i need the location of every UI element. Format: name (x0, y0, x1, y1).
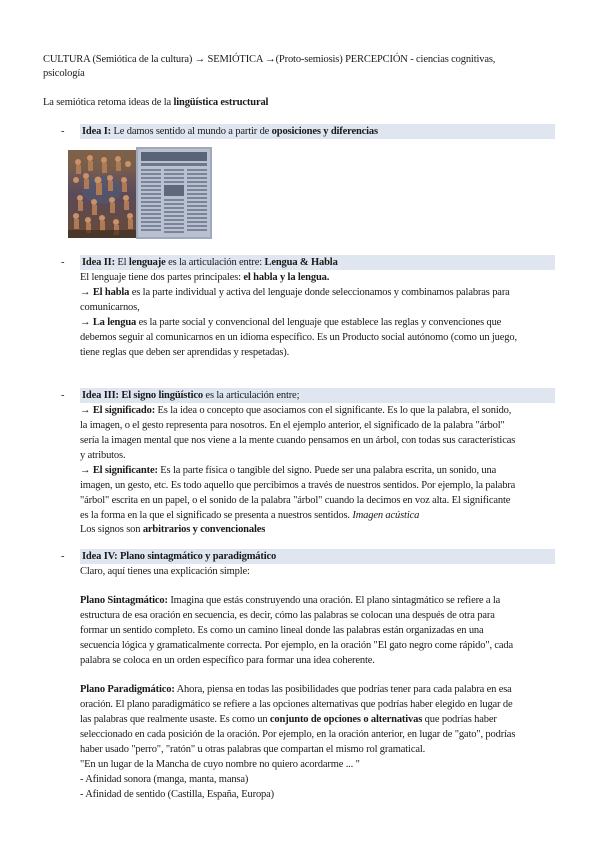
significado-definition-cont: la imagen, o el gesto representa para nosotros. En el ejemplo anterior, el significado de la palabra "árbol" (80, 420, 505, 431)
newspaper-page-image (136, 147, 212, 239)
intro-paragraph: La semiótica retoma ideas de la lingüística estructural (43, 97, 269, 108)
significado-definition-cont: sería la imagen mental que nos viene a la mente cuando pensamos en un árbol, con todas sus características (80, 435, 516, 446)
lengua-definition-cont: debemos seguir al comunicarnos en un idioma específico. Es un Producto social autónomo (como un juego, (80, 332, 517, 343)
idea-2-summary: El lenguaje tiene dos partes principales: el habla y la lengua. (80, 272, 330, 283)
idea-1-images (68, 147, 212, 239)
significante-definition: → El significante: Es la parte física o tangible del signo. Puede ser una palabra escrita, un sonido, una (80, 465, 497, 476)
significado-definition-cont: y atributos. (80, 450, 126, 461)
significante-definition-cont: "árbol" escrita en un papel, o el sonido de la palabra "árbol" cuando la decimos en voz alta. El significante (80, 495, 511, 506)
paradigmatico-paragraph-cont: las palabras que realmente usaste. Es como un conjunto de opciones o alternativas que podrías haber (80, 714, 497, 725)
quijote-quote: "En un lugar de la Mancha de cuyo nombre no quiero acordarme ... " (80, 759, 360, 770)
intro-bold: lingüística estructural (173, 97, 269, 108)
habla-definition: → El habla es la parte individual y activa del lenguaje donde seleccionamos y combinamos palabras para (80, 287, 510, 298)
afinidad-sonora: - Afinidad sonora (manga, manta, mansa) (80, 774, 249, 785)
imagen-acustica-italic: Imagen acústica (352, 510, 420, 521)
bullet-dash: - (61, 551, 65, 562)
paradigmatico-paragraph-cont: seleccionado en cada posición de la oración. Por ejemplo, en la oración anterior, en lugar de "gato", podrías (80, 729, 516, 740)
sintagmatico-paragraph-cont: formar un sentido completo. Es como un camino lineal donde las palabras están organizadas en una (80, 625, 484, 636)
idea-2-highlight: Idea II: El lenguaje es la articulación entre: Lengua & Habla (80, 255, 555, 270)
lengua-definition-cont: tiene reglas que deben ser aprendidas y respetadas). (80, 347, 290, 358)
habla-definition-cont: comunicarnos, (80, 302, 140, 313)
bullet-dash: - (61, 257, 65, 268)
bullet-dash: - (61, 126, 65, 137)
idea-3-highlight: Idea III: El signo lingüístico es la articulación entre; (80, 388, 555, 403)
fresco-painting-image (68, 150, 136, 238)
significante-definition-cont: imagen, un gesto, etc. Es todo aquello que percibimos a través de nuestros sentidos. Por ejemplo, la palabra (80, 480, 516, 491)
idea-4-intro: Claro, aquí tienes una explicación simple: (80, 566, 250, 577)
sintagmatico-paragraph-cont: estructura de esa oración en secuencia, es decir, cómo las palabras se colocan una después de otra para (80, 610, 495, 621)
bullet-dash: - (61, 390, 65, 401)
sintagmatico-paragraph-cont: palabra se coloca en un orden específico para formar una idea coherente. (80, 655, 375, 666)
significado-definition: → El significado: Es la idea o concepto que asociamos con el significante. Es lo que la palabra, el sonido, (80, 405, 512, 416)
idea-4-highlight: Idea IV: Plano sintagmático y paradigmático (80, 549, 555, 564)
paradigmatico-paragraph-cont: haber usado "perro", "ratón" u otras palabras que compartan el mismo rol gramatical. (80, 744, 426, 755)
paradigmatico-paragraph-cont: oración. El plano paradigmático se refiere a las opciones alternativas que podrías haber elegido en lugar de (80, 699, 513, 710)
lengua-definition: → La lengua es la parte social y convencional del lenguaje que establece las reglas y convenciones que (80, 317, 502, 328)
sintagmatico-paragraph: Plano Sintagmático: Imagina que estás construyendo una oración. El plano sintagmático se refiere a la (80, 595, 501, 606)
idea-1-highlight: Idea I: Le damos sentido al mundo a partir de oposiciones y diferencias (80, 124, 555, 139)
signos-closing: Los signos son arbitrarios y convencionales (80, 524, 266, 535)
significante-definition-cont: es la forma en la que el significado se presenta a nuestros sentidos. Imagen acústica (80, 510, 420, 521)
sintagmatico-paragraph-cont: secuencia lógica y gramaticalmente correcta. Por ejemplo, en la oración "El gato negro come rápido", cada (80, 640, 514, 651)
header-line-2: psicología (43, 68, 85, 79)
paradigmatico-paragraph: Plano Paradigmático: Ahora, piensa en todas las posibilidades que podrías tener para cada palabra en esa (80, 684, 512, 695)
header-line-1: CULTURA (Semiótica de la cultura) → SEMIÓTICA →(Proto-semiosis) PERCEPCIÓN - ciencias cognitivas, (43, 54, 496, 65)
afinidad-sentido: - Afinidad de sentido (Castilla, España, Europa) (80, 789, 274, 800)
